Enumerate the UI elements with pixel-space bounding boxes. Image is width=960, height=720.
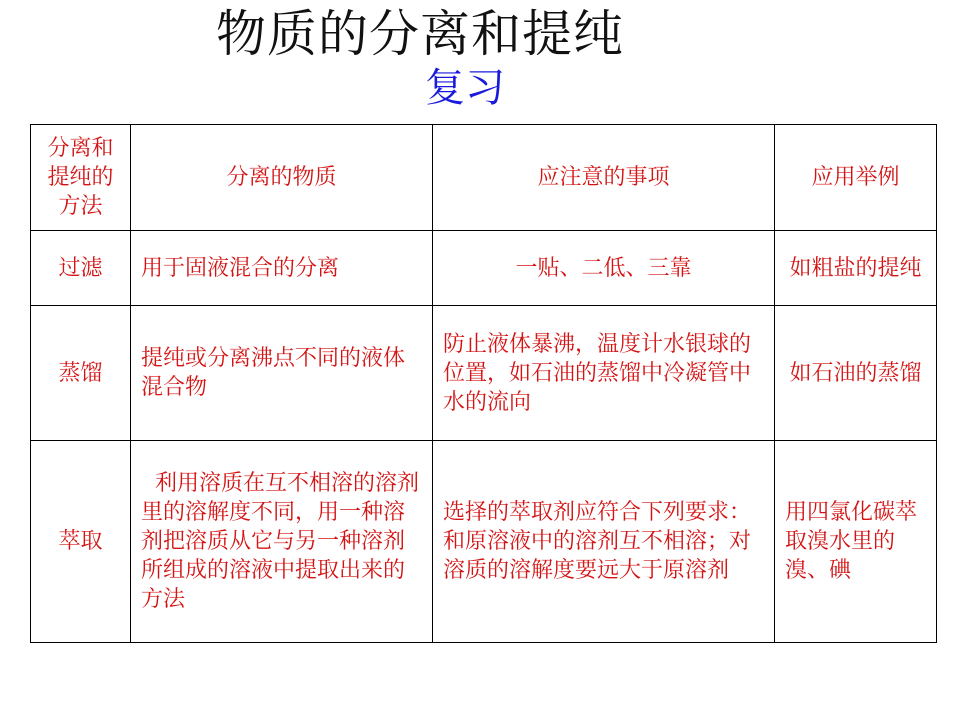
page-subtitle: 复习 [425,65,505,111]
table-row [31,231,937,306]
cell-method: 萃取 [31,441,131,643]
cell-example: 用四氯化碳萃取溴水里的溴、碘 [775,441,937,643]
cell-method: 过滤 [31,231,131,306]
cell-notes: 一贴、二低、三靠 [433,231,775,306]
cell-substance: 用于固液混合的分离 [131,231,433,306]
page-title: 物质的分离和提纯 [216,5,624,63]
header-example: 应用举例 [775,125,937,231]
cell-substance: 提纯或分离沸点不同的液体混合物 [131,306,433,441]
cell-example: 如石油的蒸馏 [775,306,937,441]
cell-notes: 防止液体暴沸，温度计水银球的位置，如石油的蒸馏中冷凝管中水的流向 [433,306,775,441]
header-method: 分离和提纯的方法 [31,125,131,231]
header-notes: 应注意的事项 [433,125,775,231]
table-header-row [31,125,937,231]
table-row [31,306,937,441]
cell-substance: 利用溶质在互不相溶的溶剂里的溶解度不同，用一种溶剂把溶质从它与另一种溶剂所组成的溶液中提取出来的方法 [131,441,433,643]
cell-notes: 选择的萃取剂应符合下列要求：和原溶液中的溶剂互不相溶；对溶质的溶解度要远大于原溶剂 [433,441,775,643]
cell-example: 如粗盐的提纯 [775,231,937,306]
separation-methods-table [30,124,937,643]
cell-method: 蒸馏 [31,306,131,441]
header-substance: 分离的物质 [131,125,433,231]
table-row [31,441,937,643]
